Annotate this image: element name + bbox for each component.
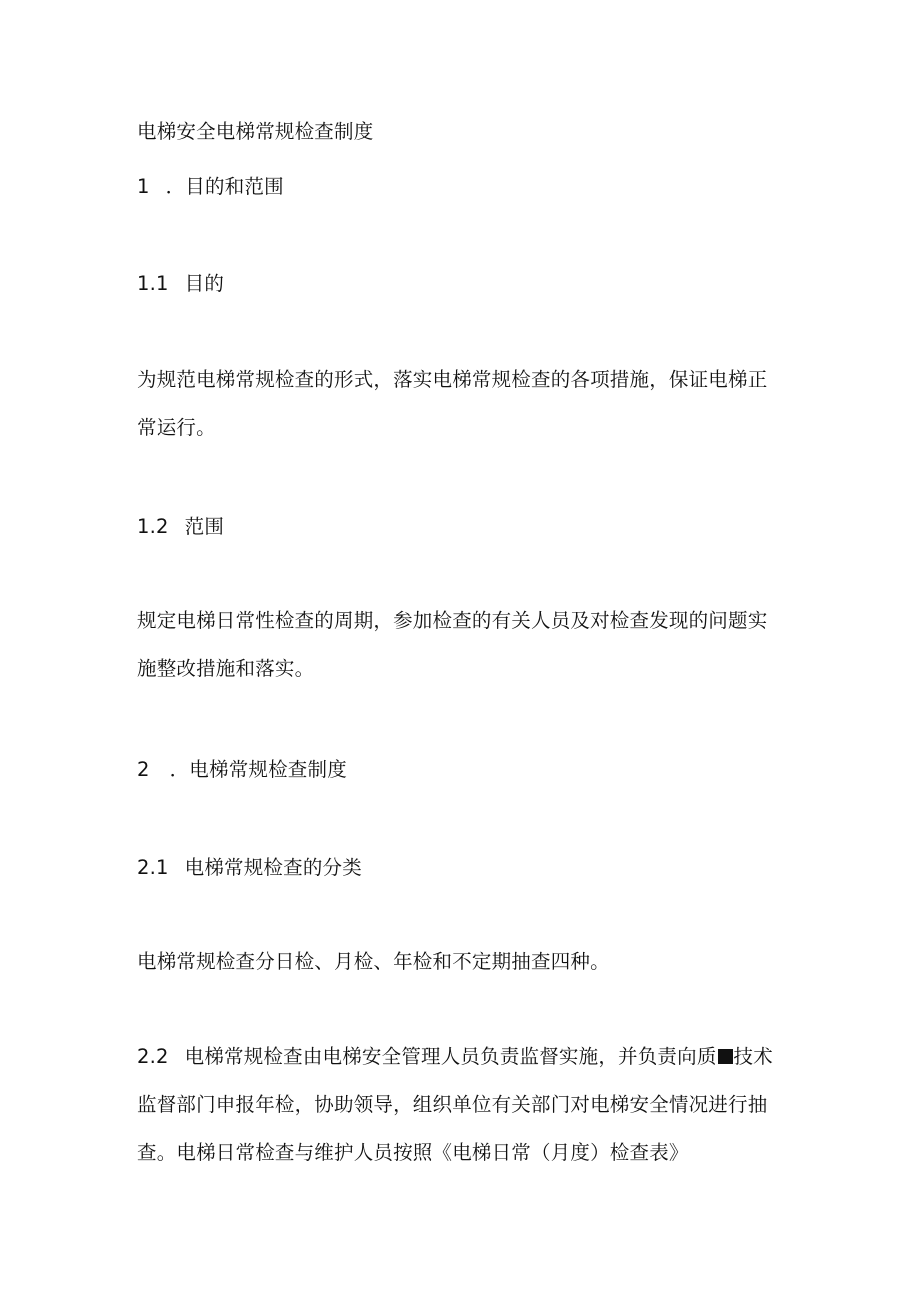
section-1-1-paragraph-line-1 bbox=[137, 368, 767, 392]
section-1-1-number: 1.1 bbox=[137, 272, 169, 295]
section-2-2-number: 2.2 bbox=[137, 1045, 169, 1068]
section-1-2-paragraph-line-2 bbox=[137, 657, 314, 681]
paragraph-text: 常运行。 bbox=[137, 416, 216, 439]
paragraph-text: 技术 bbox=[733, 1045, 773, 1068]
section-2-heading bbox=[137, 758, 347, 782]
section-2-1-number: 2.1 bbox=[137, 856, 169, 879]
paragraph-text: 电梯常规检查分日检、月检、年检和不定期抽查四种。 bbox=[137, 950, 610, 973]
section-2-2-line-1 bbox=[137, 1045, 773, 1069]
section-2-1-heading-text: 电梯常规检查的分类 bbox=[184, 856, 362, 879]
section-1-heading bbox=[137, 175, 284, 199]
paragraph-text: 查。电梯日常检查与维护人员按照《电梯日常（月度）检查表》 bbox=[137, 1141, 689, 1164]
section-1-2-heading bbox=[137, 515, 224, 539]
section-2-1-paragraph bbox=[137, 950, 610, 974]
section-2-heading-text: ．电梯常规检查制度 bbox=[169, 758, 347, 781]
paragraph-text: 规定电梯日常性检查的周期，参加检查的有关人员及对检查发现的问题实 bbox=[137, 609, 768, 632]
section-1-1-heading-text: 目的 bbox=[184, 272, 225, 295]
section-1-2-paragraph-line-1 bbox=[137, 609, 767, 633]
paragraph-text: 监督部门申报年检，协助领导，组织单位有关部门对电梯安全情况进行抽 bbox=[137, 1093, 768, 1116]
paragraph-text: 施整改措施和落实。 bbox=[137, 657, 315, 680]
section-1-1-heading bbox=[137, 272, 224, 296]
document-title-text: 电梯安全电梯常规检查制度 bbox=[137, 120, 374, 143]
paragraph-text: 为规范电梯常规检查的形式，落实电梯常规检查的各项措施，保证电梯正 bbox=[137, 368, 768, 391]
section-1-2-heading-text: 范围 bbox=[184, 515, 225, 538]
section-1-2-number: 1.2 bbox=[137, 515, 169, 538]
paragraph-text: 电梯常规检查由电梯安全管理人员负责监督实施，并负责向质 bbox=[184, 1045, 717, 1068]
section-1-number: 1 bbox=[137, 175, 150, 198]
section-1-1-paragraph-line-2 bbox=[137, 416, 216, 440]
section-2-1-heading bbox=[137, 856, 362, 880]
section-2-2-line-2 bbox=[137, 1093, 767, 1117]
section-2-number: 2 bbox=[137, 758, 150, 781]
section-1-heading-text: ．目的和范围 bbox=[165, 175, 284, 198]
black-square-glyph bbox=[718, 1049, 733, 1064]
section-2-2-line-3 bbox=[137, 1141, 689, 1165]
document-title bbox=[137, 120, 373, 144]
